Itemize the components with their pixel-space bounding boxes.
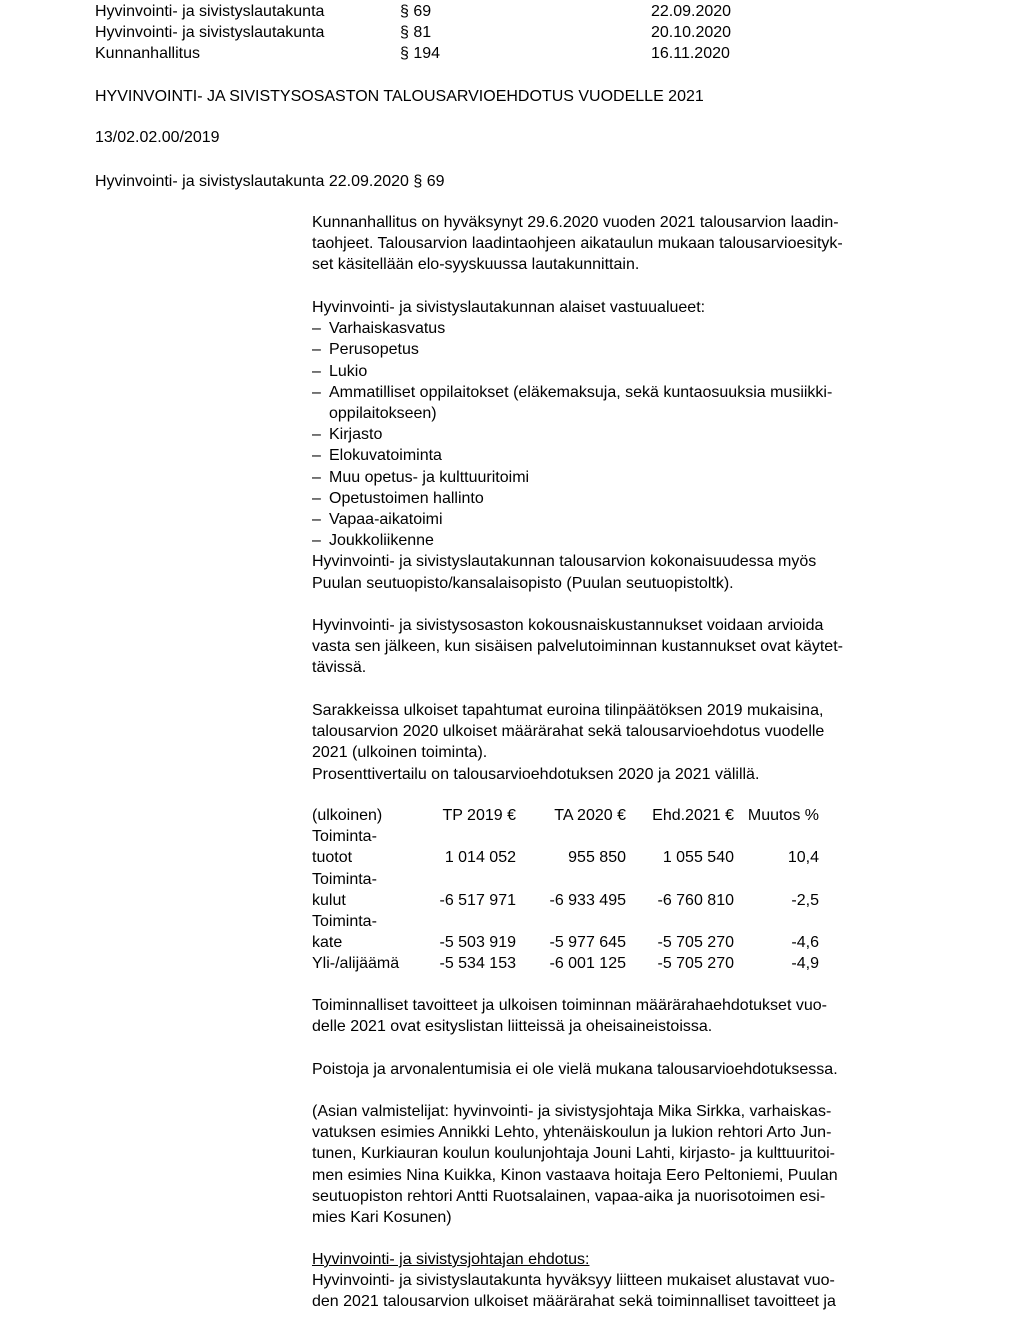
header-section: § 81 <box>400 24 432 41</box>
row-label: Toiminta- tuotot <box>312 828 377 867</box>
header-date: 22.09.2020 <box>651 3 732 20</box>
text-line: Toiminnalliset tavoitteet ja ulkoisen toiminnan määrärahaehdotukset vuo- <box>312 997 827 1014</box>
header-body: Hyvinvointi- ja sivistyslautakunta <box>95 3 325 20</box>
cell-ehd2021: -5 705 270 <box>657 955 734 973</box>
proposal-section <box>312 1249 932 1313</box>
list-item: – Perusopetus <box>312 339 932 360</box>
text-line: men esimies Nina Kuikka, Kinon vastaava hoitaja Eero Peltoniemi, Puulan <box>312 1166 838 1184</box>
col-header: TP 2019 € <box>442 807 516 824</box>
cell-ta2020: -6 001 125 <box>549 955 626 973</box>
list-item: – Ammatilliset oppilaitokset (eläkemaksuja, sekä kuntaosuuksia musiikki-oppilaitokseen) <box>312 382 904 424</box>
cell-ta2020: -5 977 645 <box>549 934 626 952</box>
text-line: talousarvion 2020 ulkoiset määrärahat sekä talousarvioehdotus vuodelle <box>312 723 825 741</box>
header-section: § 69 <box>400 3 432 20</box>
header-row <box>95 1 795 22</box>
text-line: 2021 (ulkoinen toiminta). <box>312 744 488 762</box>
text-line: Prosenttivertailu on talousarvioehdotuksen 2020 ja 2021 välillä. <box>312 765 760 783</box>
preparers-paragraph <box>312 1101 932 1228</box>
list-item: – Varhaiskasvatus <box>312 318 932 339</box>
record-number: 13/02.02.00/2019 <box>95 129 220 146</box>
text-line: Poistoja ja arvonalentumisia ei ole vielä mukana talousarvioehdotuksessa. <box>312 1061 838 1078</box>
text-line: den 2021 talousarvion ulkoiset määrärahat sekä toiminnalliset tavoitteet ja <box>312 1293 836 1311</box>
list-item: – Elokuvatoiminta <box>312 445 932 466</box>
list-item: – Muu opetus- ja kulttuuritoimi <box>312 467 932 488</box>
header-row <box>95 22 795 43</box>
areas-list <box>312 318 932 551</box>
costs-paragraph <box>312 615 932 679</box>
text-line: seutuopiston rehtori Antti Ruotsalainen, vapaa-aika ja nuorisotoimen esi- <box>312 1187 826 1205</box>
header-date: 20.10.2020 <box>651 24 732 41</box>
meeting-line: Hyvinvointi- ja sivistyslautakunta 22.09.2020 § 69 <box>95 173 445 190</box>
col-header: TA 2020 € <box>554 807 626 824</box>
col-header: (ulkoinen) <box>312 807 383 824</box>
text-line: Hyvinvointi- ja sivistysosaston kokousnaiskustannukset voidaan arvioida <box>312 617 824 634</box>
text-line: vasta sen jälkeen, kun sisäisen palvelutoiminnan kustannukset ovat käytet- <box>312 638 843 656</box>
list-item: – Vapaa-aikatoimi <box>312 509 932 530</box>
budget-table <box>312 805 819 975</box>
text-line: tävissä. <box>312 659 367 677</box>
text-line: delle 2021 ovat esityslistan liitteissä ja oheisaineistoissa. <box>312 1018 713 1036</box>
areas-heading: Hyvinvointi- ja sivistyslautakunnan alaiset vastuualueet: <box>312 299 706 316</box>
cell-ta2020: -6 933 495 <box>549 891 626 909</box>
header-body: Hyvinvointi- ja sivistyslautakunta <box>95 24 325 41</box>
text-line: set käsitellään elo-syyskuussa lautakunnittain. <box>312 256 640 274</box>
table-header-row <box>312 805 819 826</box>
cell-ehd2021: 1 055 540 <box>662 849 734 867</box>
header-date: 16.11.2020 <box>651 45 730 62</box>
text-line: taohjeet. Talousarvion laadintaohjeen aikataulun mukaan talousarvioesityk- <box>312 235 843 253</box>
goals-paragraph <box>312 995 932 1037</box>
cell-tp2019: 1 014 052 <box>444 849 516 867</box>
row-label: Toiminta- kate <box>312 913 377 952</box>
list-item: – Opetustoimen hallinto <box>312 488 932 509</box>
cell-tp2019: -5 503 919 <box>439 934 516 952</box>
depreciation-paragraph <box>312 1059 932 1080</box>
text-line: (Asian valmistelijat: hyvinvointi- ja sivistysjohtaja Mika Sirkka, varhaiskas- <box>312 1103 832 1120</box>
text-line: Sarakkeissa ulkoiset tapahtumat euroina tilinpäätöksen 2019 mukaisina, <box>312 702 824 719</box>
proposal-heading: Hyvinvointi- ja sivistysjohtajan ehdotus: <box>312 1251 590 1268</box>
text-line: Kunnanhallitus on hyväksynyt 29.6.2020 vuoden 2021 talousarvion laadin- <box>312 214 839 231</box>
text-line: Puulan seutuopisto/kansalaisopisto (Puulan seutuopistoltk). <box>312 574 734 592</box>
cell-change: -4,9 <box>791 955 819 973</box>
document-title: HYVINVOINTI- JA SIVISTYSOSASTON TALOUSARVIOEHDOTUS VUODELLE 2021 <box>95 88 704 105</box>
columns-paragraph <box>312 700 932 785</box>
col-header: Muutos % <box>747 807 819 824</box>
header-section: § 194 <box>400 45 441 62</box>
areas-section <box>312 297 932 594</box>
text-line: Hyvinvointi- ja sivistyslautakunnan talousarvion kokonaisuudessa myös <box>312 553 817 571</box>
list-item: – Joukkoliikenne <box>312 530 932 551</box>
cell-ta2020: 955 850 <box>568 849 626 867</box>
table-row <box>312 953 819 974</box>
table-row <box>312 911 819 953</box>
cell-change: 10,4 <box>787 849 819 867</box>
col-header: Ehd.2021 € <box>652 807 734 824</box>
cell-tp2019: -6 517 971 <box>439 891 516 909</box>
row-label: Toiminta- kulut <box>312 870 377 909</box>
text-line: mies Kari Kosunen) <box>312 1209 452 1227</box>
header-row <box>95 43 795 64</box>
cell-ehd2021: -6 760 810 <box>657 891 734 909</box>
header-body: Kunnanhallitus <box>95 45 200 62</box>
row-label: Yli-/alijäämä <box>312 955 400 973</box>
cell-change: -2,5 <box>791 891 819 909</box>
cell-change: -4,6 <box>791 934 819 952</box>
table-row <box>312 826 819 868</box>
cell-tp2019: -5 534 153 <box>439 955 516 973</box>
intro-paragraph <box>312 212 932 276</box>
text-line: Hyvinvointi- ja sivistyslautakunta hyväksyy liitteen mukaiset alustavat vuo- <box>312 1272 835 1290</box>
cell-ehd2021: -5 705 270 <box>657 934 734 952</box>
text-line: vatuksen esimies Annikki Lehto, yhtenäiskoulun ja lukion rehtori Arto Jun- <box>312 1124 832 1142</box>
table-row <box>312 869 819 911</box>
list-item: – Kirjasto <box>312 424 932 445</box>
list-item: – Lukio <box>312 361 932 382</box>
text-line: tunen, Kurkiauran koulun koulunjohtaja Jouni Lahti, kirjasto- ja kulttuuritoi- <box>312 1145 835 1163</box>
